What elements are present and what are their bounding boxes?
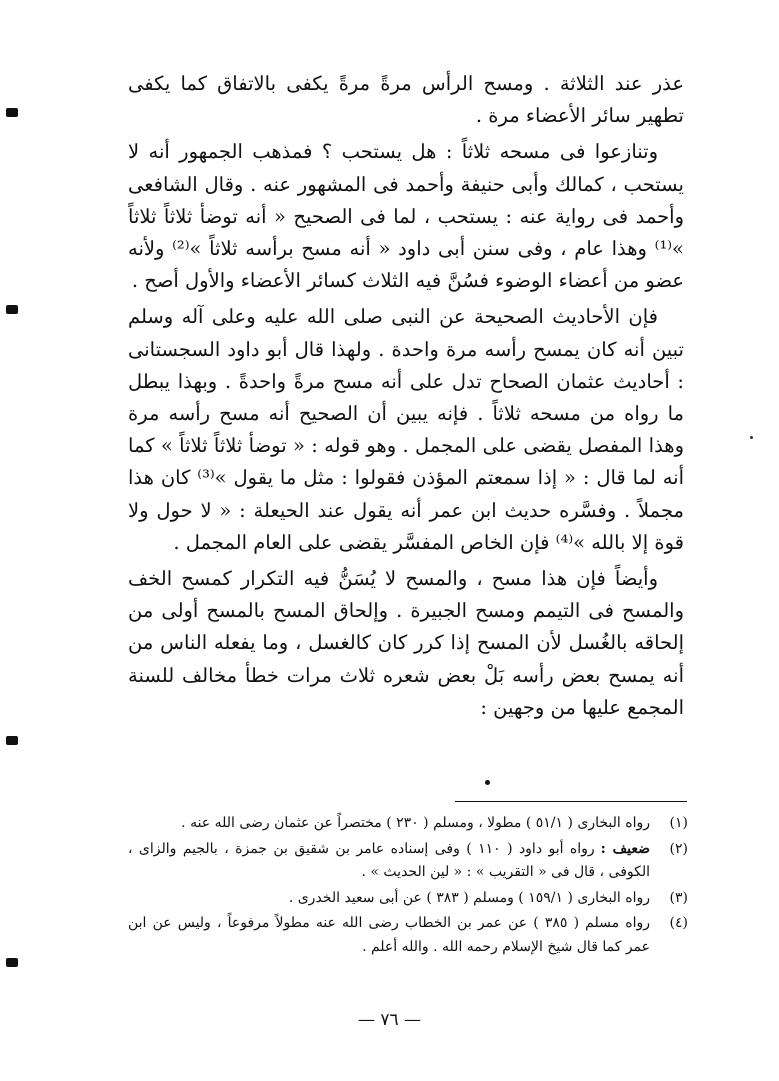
main-text xyxy=(128,68,684,728)
page-number: — ٧٦ — xyxy=(357,1010,422,1030)
footnote-2 xyxy=(128,838,688,885)
paragraph-4: وأيضاً فإن هذا مسح ، والمسح لا يُسَنُّ فيه التكرار كمسح الخف والمسح فى التيمم ومسح الجبيرة . وإلحاق المسح بالمسح أولى من إلحاقه بالغُسل لأن المسح إذا كرر كان كالغسل ، وما يفعله الناس من أنه يمسح بعض رأسه بَلْ بعض شعره ثلاث مرات خطأ مخالف للسنة المجمع عليها من وجهين : xyxy=(128,567,684,719)
footnote-text: رواه البخارى ( ١٥٩/١ ) ومسلم ( ٣٨٣ ) عن أبى سعيد الخدرى . xyxy=(288,889,650,906)
footnote-number: (٢) xyxy=(669,840,688,857)
footnote-1 xyxy=(128,812,688,836)
footnote-number: (٣) xyxy=(669,889,688,906)
binding-mark xyxy=(6,108,18,117)
paragraph-2: وتنازعوا فى مسحه ثلاثاً : هل يستحب ؟ فمذهب الجمهور أنه لا يستحب ، كمالك وأبى حنيفة وأحمد فى المشهور عنه . وقال الشافعى وأحمد فى رواية عنه : يستحب ، لما فى الصحيح « أنه توضأ ثلاثاً ثلاثاً »⁽¹⁾ وهذا عام ، وفى سنن أبى داود « أنه مسح برأسه ثلاثاً »⁽²⁾ ولأنه عضو من أعضاء الوضوء فسُنَّ فيه الثلاث كسائر الأعضاء والأول أصح . xyxy=(128,140,684,293)
footnote-3 xyxy=(128,887,688,911)
footnote-text: رواه أبو داود ( ١١٠ ) وفى إسناده عامر بن شقيق بن جمزة ، بالجيم والزاى ، الكوفى ، قال فى « التقريب » : « لين الحديث » . xyxy=(128,840,650,880)
paragraph-1: عذر عند الثلاثة . ومسح الرأس مرةً مرةً يكفى بالاتفاق كما يكفى تطهير سائر الأعضاء مرة . xyxy=(128,72,684,128)
separator-dot xyxy=(485,780,490,785)
paragraph-3: فإن الأحاديث الصحيحة عن النبى صلى الله عليه وعلى آله وسلم تبين أنه كان يمسح رأسه مرة واحدة . ولهذا قال أبو داود السجستانى : أحاديث عثمان الصحاح تدل على أنه مسح مرةً واحدةً . وبهذا يبطل ما رواه من مسحه ثلاثاً . فإنه يبين أن الصحيح أنه مسح رأسه مرة وهذا المفصل يقضى على المجمل . وهو قوله : « توضأ ثلاثاً ثلاثاً » كما أنه لما قال : « إذا سمعتم المؤذن فقولوا : مثل ما يقول »⁽³⁾ كان هذا مجملاً . وفسَّره حديث ابن عمر أنه يقول عند الحيعلة : « لا حول ولا قوة إلا بالله »⁽⁴⁾ فإن الخاص المفسَّر يقضى على العام المجمل . xyxy=(128,305,684,554)
footnote-rule xyxy=(455,801,687,802)
footnote-number: (١) xyxy=(669,815,688,831)
binding-mark xyxy=(6,958,18,967)
footnote-4 xyxy=(128,912,688,959)
binding-mark xyxy=(6,736,18,745)
footnote-text: رواه مسلم ( ٣٨٥ ) عن عمر بن الخطاب رضى الله عنه مطولاً مرفوعاً ، وليس عن ابن عمر كما قال شيخ الإسلام رحمه الله . والله أعلم . xyxy=(128,915,650,955)
footnote-grade: ضعيف : xyxy=(600,840,650,857)
footnote-text: رواه البخارى ( ٥١/١ ) مطولا ، ومسلم ( ٢٣٠ ) مختصراً عن عثمان رضى الله عنه . xyxy=(181,815,650,831)
footnotes xyxy=(128,812,688,961)
footnote-number: (٤) xyxy=(669,915,688,931)
binding-mark xyxy=(6,305,18,314)
scan-speck xyxy=(750,436,753,439)
